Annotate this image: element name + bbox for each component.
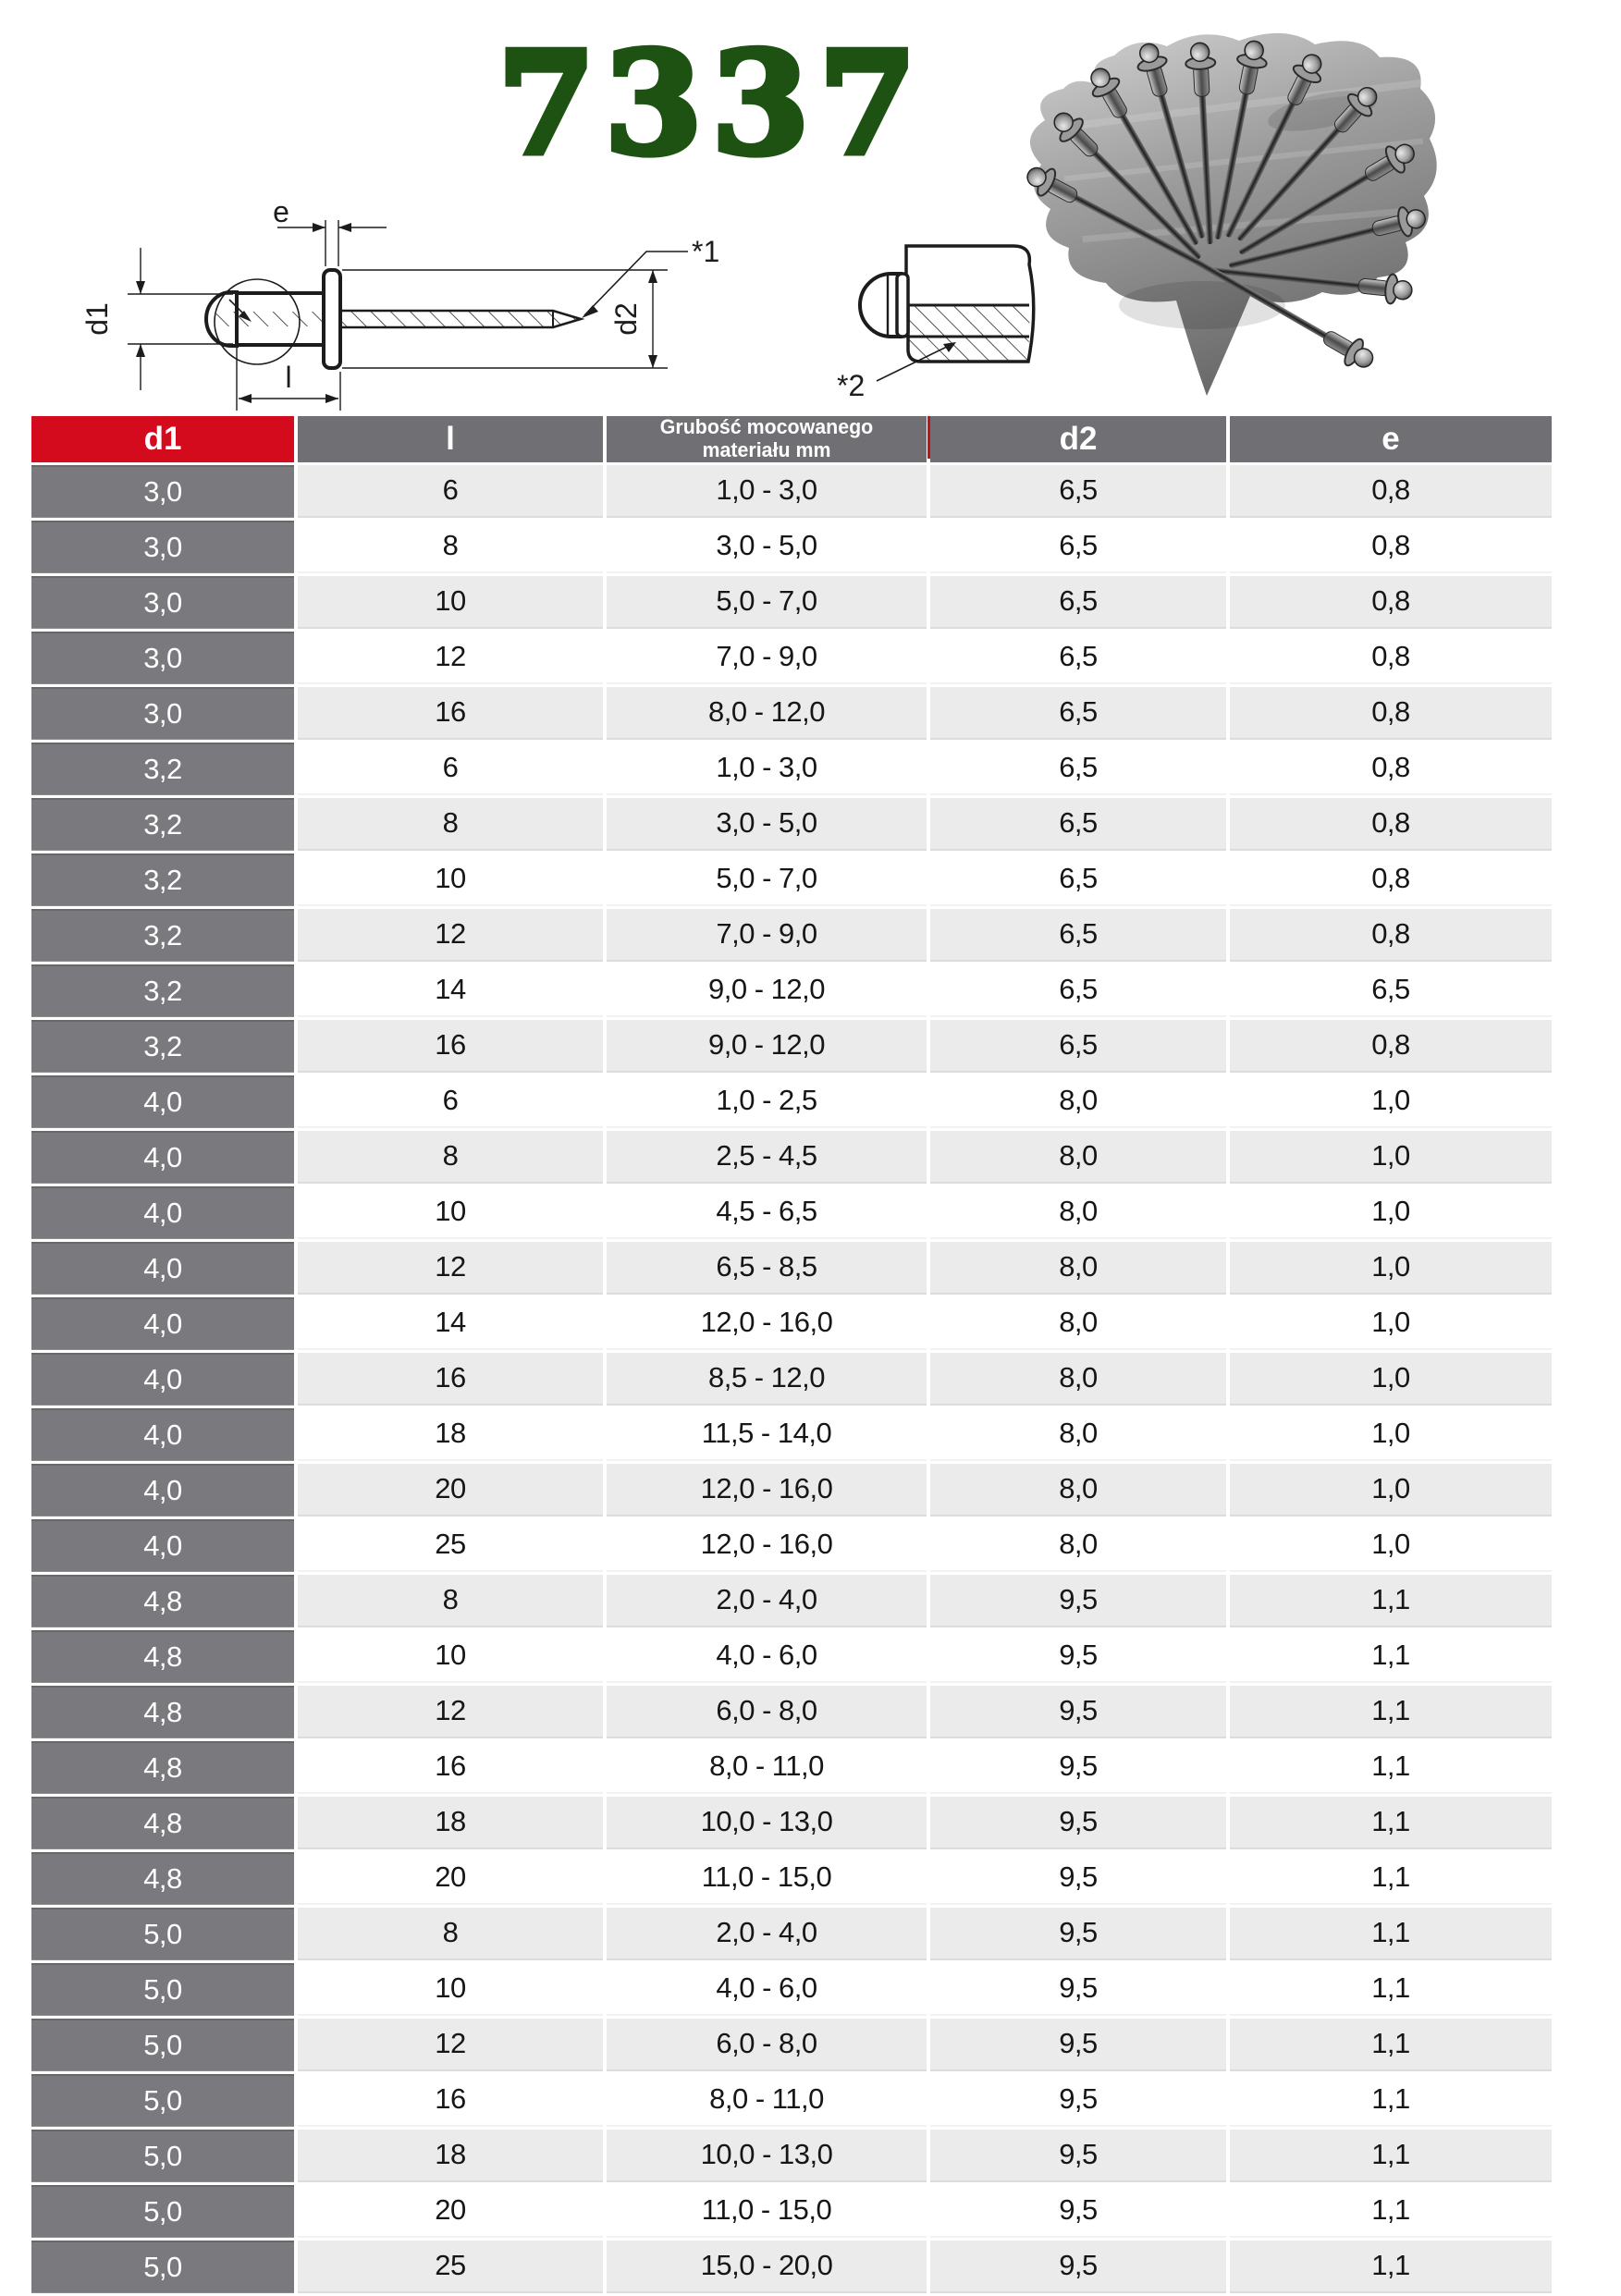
cell-d1: 4,0 [31, 1408, 294, 1461]
table-row [31, 1686, 1552, 1738]
cell-e: 0,8 [1230, 1020, 1552, 1073]
cell-e: 1,1 [1230, 2019, 1552, 2071]
cell-l: 16 [298, 1741, 603, 1794]
table-row [31, 2074, 1552, 2127]
col-header-d2: d2 [930, 416, 1226, 462]
cell-e: 0,8 [1230, 521, 1552, 573]
cell-d2: 6,5 [930, 743, 1226, 795]
cell-l: 12 [298, 1686, 603, 1738]
cell-d1: 3,0 [31, 632, 294, 684]
cell-d1: 4,0 [31, 1353, 294, 1406]
cell-l: 10 [298, 1186, 603, 1239]
cell-grubosc: 10,0 - 13,0 [607, 1797, 927, 1849]
cell-grubosc: 7,0 - 9,0 [607, 909, 927, 962]
cell-d2: 6,5 [930, 964, 1226, 1017]
cell-grubosc: 8,0 - 11,0 [607, 2074, 927, 2127]
cell-e: 1,0 [1230, 1186, 1552, 1239]
cell-d1: 5,0 [31, 2241, 294, 2293]
cell-d1: 4,0 [31, 1186, 294, 1239]
table-row [31, 1963, 1552, 2016]
cell-grubosc: 4,0 - 6,0 [607, 1963, 927, 2016]
table-row [31, 1408, 1552, 1461]
cell-e: 1,0 [1230, 1408, 1552, 1461]
cell-grubosc: 9,0 - 12,0 [607, 1020, 927, 1073]
cell-l: 16 [298, 1020, 603, 1073]
footnote-2-label: *2 [837, 369, 866, 402]
cell-l: 16 [298, 2074, 603, 2127]
cell-d2: 6,5 [930, 465, 1226, 518]
cell-d2: 8,0 [930, 1353, 1226, 1406]
cell-d1: 3,2 [31, 909, 294, 962]
cell-grubosc: 12,0 - 16,0 [607, 1464, 927, 1516]
table-row [31, 1797, 1552, 1849]
cell-d1: 5,0 [31, 1908, 294, 1960]
cell-l: 14 [298, 964, 603, 1017]
cell-d1: 5,0 [31, 1963, 294, 2016]
cell-grubosc: 2,0 - 4,0 [607, 1575, 927, 1627]
cell-e: 0,8 [1230, 909, 1552, 962]
cell-d1: 4,8 [31, 1852, 294, 1905]
cell-l: 16 [298, 687, 603, 740]
cell-d1: 3,0 [31, 576, 294, 629]
cell-d2: 8,0 [930, 1297, 1226, 1350]
cell-grubosc: 11,0 - 15,0 [607, 2185, 927, 2238]
cell-l: 6 [298, 743, 603, 795]
col-header-d1: d1 [31, 416, 294, 462]
cell-e: 1,0 [1230, 1242, 1552, 1295]
cell-grubosc: 4,5 - 6,5 [607, 1186, 927, 1239]
cell-e: 1,1 [1230, 1630, 1552, 1683]
cell-l: 12 [298, 2019, 603, 2071]
cell-d1: 5,0 [31, 2019, 294, 2071]
cell-e: 1,1 [1230, 2074, 1552, 2127]
table-row [31, 1020, 1552, 1073]
dim-label-l: l [285, 361, 292, 394]
cell-grubosc: 2,0 - 4,0 [607, 1908, 927, 1960]
table-row [31, 1297, 1552, 1350]
cell-d2: 9,5 [930, 1908, 1226, 1960]
table-row [31, 1741, 1552, 1794]
cell-grubosc: 9,0 - 12,0 [607, 964, 927, 1017]
cell-grubosc: 12,0 - 16,0 [607, 1519, 927, 1572]
cell-d2: 9,5 [930, 1797, 1226, 1849]
cell-d2: 9,5 [930, 2019, 1226, 2071]
table-row [31, 853, 1552, 906]
cell-l: 14 [298, 1297, 603, 1350]
table-row [31, 576, 1552, 629]
col-header-e: e [1230, 416, 1552, 462]
cell-e: 1,1 [1230, 1852, 1552, 1905]
table-row [31, 2241, 1552, 2293]
cell-d2: 8,0 [930, 1519, 1226, 1572]
cell-d2: 6,5 [930, 521, 1226, 573]
dim-label-d2: d2 [609, 302, 643, 336]
cell-d1: 4,0 [31, 1242, 294, 1295]
cell-l: 18 [298, 2130, 603, 2182]
cell-grubosc: 1,0 - 3,0 [607, 743, 927, 795]
cell-l: 16 [298, 1353, 603, 1406]
cell-d2: 6,5 [930, 632, 1226, 684]
cell-d2: 9,5 [930, 2241, 1226, 2293]
cell-d2: 9,5 [930, 1852, 1226, 1905]
cell-grubosc: 2,5 - 4,5 [607, 1131, 927, 1184]
cell-d2: 9,5 [930, 1963, 1226, 2016]
cell-d1: 5,0 [31, 2074, 294, 2127]
cell-e: 1,0 [1230, 1353, 1552, 1406]
cell-d2: 8,0 [930, 1242, 1226, 1295]
cell-l: 8 [298, 798, 603, 851]
cell-d2: 6,5 [930, 687, 1226, 740]
cell-d1: 3,2 [31, 743, 294, 795]
cell-d1: 3,2 [31, 853, 294, 906]
cell-e: 1,0 [1230, 1297, 1552, 1350]
cell-d2: 6,5 [930, 798, 1226, 851]
cell-d1: 3,2 [31, 964, 294, 1017]
cell-e: 1,1 [1230, 2241, 1552, 2293]
cell-e: 0,8 [1230, 743, 1552, 795]
cell-grubosc: 5,0 - 7,0 [607, 576, 927, 629]
table-row [31, 1908, 1552, 1960]
cell-l: 18 [298, 1797, 603, 1849]
table-row [31, 465, 1552, 518]
cell-l: 20 [298, 1852, 603, 1905]
cell-l: 8 [298, 1131, 603, 1184]
cell-e: 1,1 [1230, 2185, 1552, 2238]
cell-grubosc: 6,5 - 8,5 [607, 1242, 927, 1295]
cell-e: 0,8 [1230, 465, 1552, 518]
cell-grubosc: 1,0 - 2,5 [607, 1075, 927, 1128]
cell-d2: 9,5 [930, 1630, 1226, 1683]
cell-l: 18 [298, 1408, 603, 1461]
cell-grubosc: 15,0 - 20,0 [607, 2241, 927, 2293]
cell-l: 12 [298, 632, 603, 684]
cell-d1: 3,0 [31, 465, 294, 518]
col-header-grubosc-line2: materiału mm [702, 437, 831, 461]
table-row [31, 1242, 1552, 1295]
table-row [31, 1519, 1552, 1572]
cell-grubosc: 12,0 - 16,0 [607, 1297, 927, 1350]
cell-d1: 4,0 [31, 1131, 294, 1184]
cell-grubosc: 1,0 - 3,0 [607, 465, 927, 518]
table-body [31, 465, 1552, 2293]
cell-d2: 9,5 [930, 2130, 1226, 2182]
cell-e: 0,8 [1230, 632, 1552, 684]
cell-d2: 9,5 [930, 1741, 1226, 1794]
cell-grubosc: 5,0 - 7,0 [607, 853, 927, 906]
cell-l: 12 [298, 909, 603, 962]
cell-d2: 6,5 [930, 1020, 1226, 1073]
table-row [31, 2019, 1552, 2071]
col-header-l: l [298, 416, 603, 462]
table-row [31, 1186, 1552, 1239]
cell-e: 1,0 [1230, 1519, 1552, 1572]
cell-d2: 6,5 [930, 909, 1226, 962]
cell-e: 1,1 [1230, 1908, 1552, 1960]
cell-d2: 9,5 [930, 2074, 1226, 2127]
cell-d2: 8,0 [930, 1464, 1226, 1516]
cell-d1: 4,8 [31, 1686, 294, 1738]
cell-grubosc: 7,0 - 9,0 [607, 632, 927, 684]
table-row [31, 1852, 1552, 1905]
cell-d1: 4,0 [31, 1519, 294, 1572]
cell-d2: 6,5 [930, 853, 1226, 906]
cell-d2: 9,5 [930, 1575, 1226, 1627]
cell-d1: 4,8 [31, 1797, 294, 1849]
table-row [31, 743, 1552, 795]
dim-label-d1: d1 [80, 302, 114, 336]
cell-l: 10 [298, 576, 603, 629]
cell-e: 0,8 [1230, 853, 1552, 906]
cell-d1: 3,2 [31, 1020, 294, 1073]
cell-grubosc: 11,5 - 14,0 [607, 1408, 927, 1461]
cell-d2: 8,0 [930, 1075, 1226, 1128]
cell-d1: 4,8 [31, 1630, 294, 1683]
table-row [31, 632, 1552, 684]
cell-grubosc: 8,0 - 12,0 [607, 687, 927, 740]
cell-d1: 5,0 [31, 2185, 294, 2238]
cell-d1: 4,8 [31, 1575, 294, 1627]
cell-l: 6 [298, 465, 603, 518]
cell-d2: 6,5 [930, 576, 1226, 629]
cell-grubosc: 8,5 - 12,0 [607, 1353, 927, 1406]
cell-e: 1,1 [1230, 1963, 1552, 2016]
col-header-grubosc-line1: Grubość mocowanego [659, 415, 874, 438]
page-title: 7337 [497, 20, 927, 186]
cell-grubosc: 3,0 - 5,0 [607, 798, 927, 851]
cell-d2: 8,0 [930, 1186, 1226, 1239]
cell-d2: 9,5 [930, 1686, 1226, 1738]
cell-grubosc: 3,0 - 5,0 [607, 521, 927, 573]
table-row [31, 1630, 1552, 1683]
cell-e: 1,1 [1230, 1686, 1552, 1738]
cell-l: 6 [298, 1075, 603, 1128]
cell-e: 0,8 [1230, 798, 1552, 851]
cell-e: 1,1 [1230, 1797, 1552, 1849]
cell-d1: 3,2 [31, 798, 294, 851]
cell-d1: 4,0 [31, 1464, 294, 1516]
cell-e: 1,0 [1230, 1464, 1552, 1516]
cell-d1: 5,0 [31, 2130, 294, 2182]
cell-l: 20 [298, 1464, 603, 1516]
cell-d1: 3,0 [31, 687, 294, 740]
cell-e: 0,8 [1230, 687, 1552, 740]
cell-grubosc: 6,0 - 8,0 [607, 1686, 927, 1738]
cell-l: 8 [298, 1908, 603, 1960]
cell-d1: 4,0 [31, 1297, 294, 1350]
table-row [31, 1131, 1552, 1184]
rivets-photo-illustration [0, 0, 1621, 413]
cell-d1: 3,0 [31, 521, 294, 573]
table-row [31, 1353, 1552, 1406]
table-row [31, 687, 1552, 740]
cell-e: 1,1 [1230, 2130, 1552, 2182]
cell-l: 12 [298, 1242, 603, 1295]
cell-grubosc: 4,0 - 6,0 [607, 1630, 927, 1683]
dimensions-table [28, 413, 1555, 2296]
cell-e: 1,0 [1230, 1131, 1552, 1184]
cell-l: 20 [298, 2185, 603, 2238]
table-header-row [31, 416, 1552, 462]
cell-d2: 8,0 [930, 1131, 1226, 1184]
dim-label-e: e [273, 195, 289, 228]
cell-e: 0,8 [1230, 576, 1552, 629]
cell-l: 8 [298, 1575, 603, 1627]
cell-e: 1,1 [1230, 1741, 1552, 1794]
cell-grubosc: 6,0 - 8,0 [607, 2019, 927, 2071]
cell-grubosc: 10,0 - 13,0 [607, 2130, 927, 2182]
table-row [31, 521, 1552, 573]
cell-d1: 4,8 [31, 1741, 294, 1794]
cell-l: 10 [298, 1963, 603, 2016]
header-red-divider [927, 416, 930, 459]
cell-e: 6,5 [1230, 964, 1552, 1017]
table-row [31, 798, 1552, 851]
cell-l: 25 [298, 1519, 603, 1572]
cell-l: 10 [298, 1630, 603, 1683]
cell-l: 10 [298, 853, 603, 906]
col-header-grubosc [607, 416, 927, 462]
table-row [31, 1575, 1552, 1627]
cell-grubosc: 8,0 - 11,0 [607, 1741, 927, 1794]
table-row [31, 2130, 1552, 2182]
footnote-1-label: *1 [692, 235, 720, 268]
cell-grubosc: 11,0 - 15,0 [607, 1852, 927, 1905]
table-row [31, 2185, 1552, 2238]
table-row [31, 1075, 1552, 1128]
cell-d2: 9,5 [930, 2185, 1226, 2238]
table-row [31, 964, 1552, 1017]
table-row [31, 909, 1552, 962]
cell-d2: 8,0 [930, 1408, 1226, 1461]
cell-d1: 4,0 [31, 1075, 294, 1128]
cell-e: 1,1 [1230, 1575, 1552, 1627]
cell-l: 25 [298, 2241, 603, 2293]
cell-e: 1,0 [1230, 1075, 1552, 1128]
table-row [31, 1464, 1552, 1516]
cell-l: 8 [298, 521, 603, 573]
